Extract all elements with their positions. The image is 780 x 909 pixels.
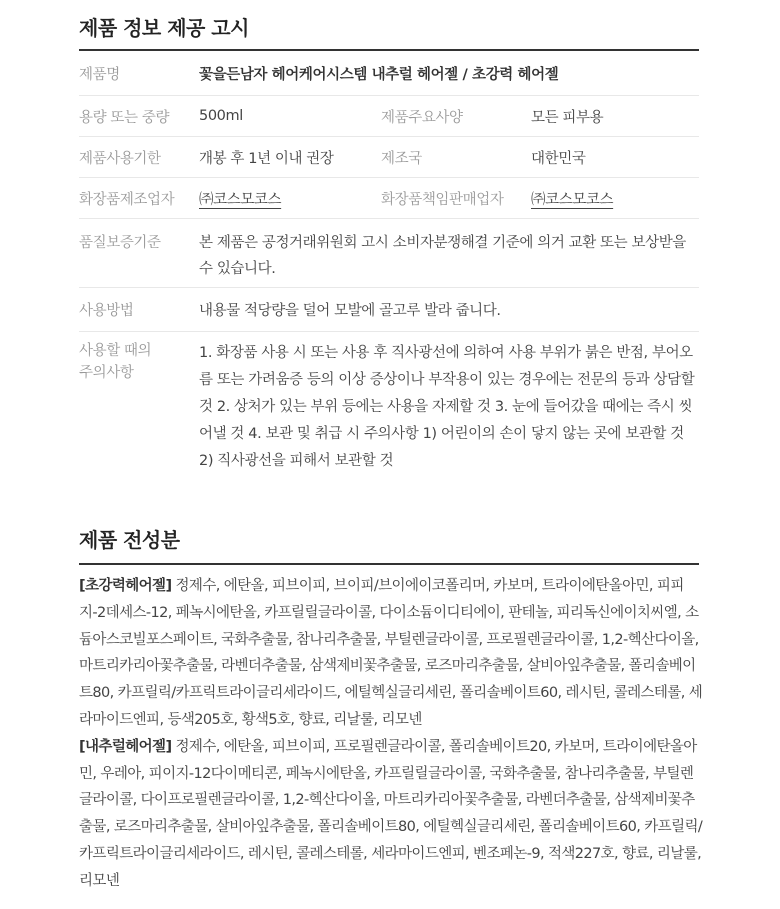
info-label: 품질보증기준 [79, 235, 161, 251]
info-label: 사용할 때의 주의사항 [79, 343, 152, 381]
info-row-product-name [79, 52, 699, 96]
ingredients-list [79, 573, 704, 895]
info-value: 1. 화장품 사용 시 또는 사용 후 직사광선에 의하여 사용 부위가 붉은 반점, 부어오름 또는 가려움증 등의 이상 증상이나 부작용이 있는 경우에는 전문의 등과 상담할 것 2. 상처가 있는 부위 등에는 사용을 자제할 것 3. 눈에 들어갔을 때에는 즉시 씻어낼 것 4. 보관 및 취급 시 주의사항 1) 어린이의 손이 닿지 않는 곳에 보관할 것 2) 직사광선을 피해서 보관할 것 [199, 345, 695, 469]
ingredient-group [79, 734, 704, 895]
info-row-expiry [79, 137, 699, 178]
info-row-volume [79, 96, 699, 137]
info-value: 내용물 적당량을 덜어 모발에 골고루 발라 줍니다. [199, 303, 501, 319]
ingredient-group-name: [초강력헤어젤] [79, 578, 172, 594]
info-label: 화장품책임판매업자 [381, 191, 504, 208]
info-label: 화장품제조업자 [79, 191, 175, 208]
info-value: 대한민국 [531, 150, 586, 167]
info-value: 본 제품은 공정거래위원회 고시 소비자분쟁해결 기준에 의거 교환 또는 보상받을 수 있습니다. [199, 235, 686, 277]
info-row-manufacturer [79, 178, 699, 219]
seller-cell [531, 188, 613, 209]
info-row-usage [79, 288, 699, 332]
info-label: 제조국 [381, 150, 422, 167]
ingredients-title: 제품 전성분 [79, 528, 180, 552]
ingredient-group [79, 573, 704, 734]
product-info-title: 제품 정보 제공 고시 [79, 16, 249, 40]
info-label: 사용방법 [79, 303, 134, 319]
info-row-caution [79, 332, 699, 475]
info-row-quality [79, 219, 699, 288]
product-name-value: 꽃을든남자 헤어케어시스템 내추럴 헤어젤 / 초강력 헤어젤 [199, 67, 559, 83]
ingredients-rule [79, 563, 699, 565]
ingredient-group-text: 정제수, 에탄올, 피브이피, 브이피/브이에이코폴리머, 카보머, 트라이에탄올아민, 피피지-2데세스-12, 페녹시에탄올, 카프릴릴글라이콜, 다이소듐이디티에이, 판테놀, 피리독신에이치씨엘, 소듐아스코빌포스페이트, 국화추출물, 참나리추출물, 부틸렌글라이콜, 프로필렌글라이콜, 1,2-헥산다이올, 마트리카리아꽃추출물, 라벤더추출물, 삼색제비꽃추출물, 로즈마리추출물, 살비아잎추출물, 폴리솔베이트80, 카프릴릭/카프릭트라이글리세라이드, 에틸헥실글리세린, 폴리솔베이트60, 레시틴, 콜레스테롤, 세라마이드엔피, 등색205호, 황색5호, 향료, 리날룰, 리모넨 [79, 578, 703, 728]
ingredient-group-text: 정제수, 에탄올, 피브이피, 프로필렌글라이콜, 폴리솔베이트20, 카보머, 트라이에탄올아민, 우레아, 피이지-12다이메티콘, 페녹시에탄올, 카프릴릴글라이콜, 국화추출물, 참나리추출물, 부틸렌글라이콜, 다이프로필렌글라이콜, 1,2-헥산다이올, 마트리카리아꽃추출물, 라벤더추출물, 삼색제비꽃추출물, 로즈마리추출물, 살비아잎추출물, 폴리솔베이트80, 에틸헥실글리세린, 폴리솔베이트60, 카프릴릭/카프릭트라이글리세라이드, 레시틴, 콜레스테롤, 세라마이드엔피, 벤조페논-9, 적색227호, 향료, 리날룰,리모넨 [79, 738, 703, 889]
info-label: 제품주요사양 [381, 109, 463, 126]
manufacturer-value: ㈜코스모코스 [199, 191, 282, 208]
seller-value: ㈜코스모코스 [531, 191, 614, 208]
info-label: 용량 또는 중량 [79, 109, 170, 126]
info-label: 제품명 [79, 67, 120, 83]
info-value: 모든 피부용 [531, 109, 604, 126]
info-value: 500ml [199, 108, 243, 124]
product-info-rule [79, 49, 699, 51]
info-label: 제품사용기한 [79, 150, 161, 167]
ingredient-group-name: [내추럴헤어젤] [79, 738, 172, 755]
product-info-table [79, 52, 699, 475]
manufacturer-cell [199, 188, 381, 209]
info-value: 개봉 후 1년 이내 권장 [199, 150, 334, 167]
